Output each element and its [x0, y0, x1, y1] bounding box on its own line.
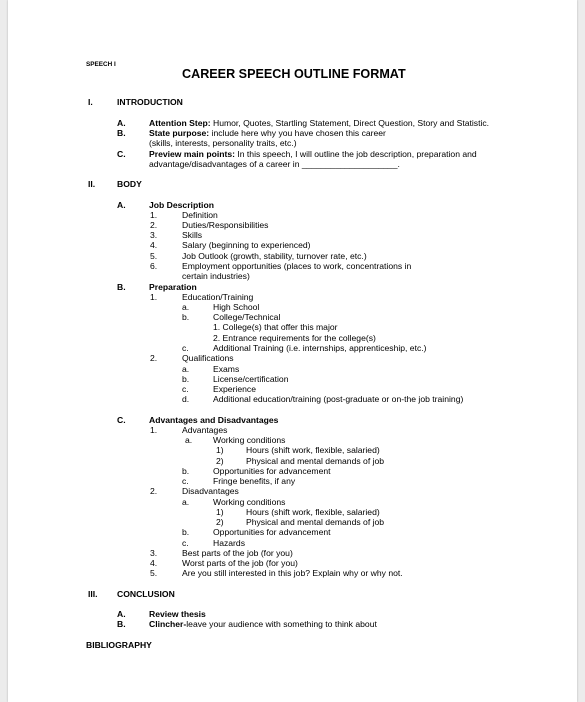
page-title: CAREER SPEECH OUTLINE FORMAT [182, 67, 406, 81]
adv-subsub-number: 2) [216, 456, 224, 466]
qual-text: Exams [213, 364, 240, 374]
job-item-text: Salary (beginning to experienced) [182, 240, 311, 250]
dis-subsub-text: Physical and mental demands of job [246, 517, 385, 527]
prep-sub-letter: a. [182, 302, 190, 312]
intro-item-preview: Preview main points: In this speech, I will outline the job description, preparation and [149, 149, 477, 159]
job-item-number: 5. [150, 251, 158, 261]
dis-sub-letter: c. [182, 538, 189, 548]
adv-rest-text: Worst parts of the job (for you) [182, 558, 298, 568]
qual-letter: a. [182, 364, 190, 374]
job-item-number: 1. [150, 210, 158, 220]
job-item-number: 2. [150, 220, 158, 230]
intro-item-state-purpose: State purpose: include here why you have chosen this career [149, 128, 386, 138]
section-number-ii: II. [88, 179, 96, 189]
qual-letter: c. [182, 384, 189, 394]
body-letter-a: A. [117, 200, 126, 210]
section-heading-introduction: INTRODUCTION [117, 97, 183, 107]
prep-item-text: Education/Training [182, 292, 254, 302]
job-item-text: Employment opportunities (places to work, concentrations in [182, 261, 412, 271]
section-heading-body: BODY [117, 179, 142, 189]
section-number-i: I. [88, 97, 93, 107]
prep-sub-letter: b. [182, 312, 190, 322]
adv-sub-text: Opportunities for advancement [213, 466, 331, 476]
job-item-text: Duties/Responsibilities [182, 220, 269, 230]
adv-sub-letter: a. [185, 435, 193, 445]
adv-item-number: 1. [150, 425, 158, 435]
subsection-job-description: Job Description [149, 200, 214, 210]
intro-item-preview-cont: advantage/disadvantages of a career in ____________________. [149, 159, 400, 169]
body-letter-b: B. [117, 282, 126, 292]
prep-sub-letter: c. [182, 343, 189, 353]
intro-letter-c: C. [117, 149, 126, 159]
prep-sub-text: College/Technical [213, 312, 281, 322]
adv-rest-number: 4. [150, 558, 158, 568]
adv-sub-text: Fringe benefits, if any [213, 476, 296, 486]
adv-sub-text: Working conditions [213, 435, 286, 445]
document-page [8, 0, 577, 702]
section-number-iii: III. [88, 589, 98, 599]
prep-subsub-text: 2. Entrance requirements for the college(s) [213, 333, 376, 343]
adv-subsub-text: Hours (shift work, flexible, salaried) [246, 445, 380, 455]
intro-letter-a: A. [117, 118, 126, 128]
qual-text: Experience [213, 384, 256, 394]
qual-letter: b. [182, 374, 190, 384]
job-item-text-cont: certain industries) [182, 271, 250, 281]
job-item-number: 3. [150, 230, 158, 240]
prep-item-number: 2. [150, 353, 158, 363]
adv-rest-number: 3. [150, 548, 158, 558]
dis-sub-letter: a. [182, 497, 190, 507]
adv-sub-letter: b. [182, 466, 190, 476]
adv-item-text: Advantages [182, 425, 228, 435]
job-item-text: Skills [182, 230, 203, 240]
prep-sub-text: Additional Training (i.e. internships, apprenticeship, etc.) [213, 343, 427, 353]
subsection-preparation: Preparation [149, 282, 197, 292]
adv-rest-text: Are you still interested in this job? Explain why or why not. [182, 568, 403, 578]
qual-text: Additional education/training (post-graduate or on-the job training) [213, 394, 464, 404]
prep-item-number: 1. [150, 292, 158, 302]
intro-item-attention-step: Attention Step: Humor, Quotes, Startling Statement, Direct Question, Story and Statistic. [149, 118, 490, 128]
adv-rest-number: 5. [150, 568, 158, 578]
conclusion-letter-b: B. [117, 619, 126, 629]
qual-text: License/certification [213, 374, 289, 384]
prep-item-text: Qualifications [182, 353, 234, 363]
adv-subsub-text: Physical and mental demands of job [246, 456, 385, 466]
dis-subsub-number: 1) [216, 507, 224, 517]
adv-sub-letter: c. [182, 476, 189, 486]
prep-subsub-text: 1. College(s) that offer this major [213, 322, 338, 332]
dis-sub-text: Working conditions [213, 497, 286, 507]
job-item-text: Definition [182, 210, 218, 220]
adv-rest-text: Best parts of the job (for you) [182, 548, 293, 558]
dis-item-text: Disadvantages [182, 486, 239, 496]
conclusion-letter-a: A. [117, 609, 126, 619]
job-item-number: 6. [150, 261, 158, 271]
dis-sub-letter: b. [182, 527, 190, 537]
conclusion-review-thesis: Review thesis [149, 609, 206, 619]
body-letter-c: C. [117, 415, 126, 425]
intro-item-state-purpose-cont: (skills, interests, personality traits, etc.) [149, 138, 297, 148]
conclusion-clincher: Clincher-leave your audience with something to think about [149, 619, 377, 629]
dis-subsub-text: Hours (shift work, flexible, salaried) [246, 507, 380, 517]
dis-sub-text: Opportunities for advancement [213, 527, 331, 537]
job-item-number: 4. [150, 240, 158, 250]
section-heading-conclusion: CONCLUSION [117, 589, 175, 599]
intro-letter-b: B. [117, 128, 126, 138]
qual-letter: d. [182, 394, 190, 404]
adv-subsub-number: 1) [216, 445, 224, 455]
job-item-text: Job Outlook (growth, stability, turnover rate, etc.) [182, 251, 367, 261]
prep-sub-text: High School [213, 302, 260, 312]
dis-subsub-number: 2) [216, 517, 224, 527]
dis-item-number: 2. [150, 486, 158, 496]
section-heading-bibliography: BIBLIOGRAPHY [86, 640, 152, 650]
subsection-advantages-disadvantages: Advantages and Disadvantages [149, 415, 279, 425]
dis-sub-text: Hazards [213, 538, 245, 548]
course-label: SPEECH I [86, 61, 116, 68]
